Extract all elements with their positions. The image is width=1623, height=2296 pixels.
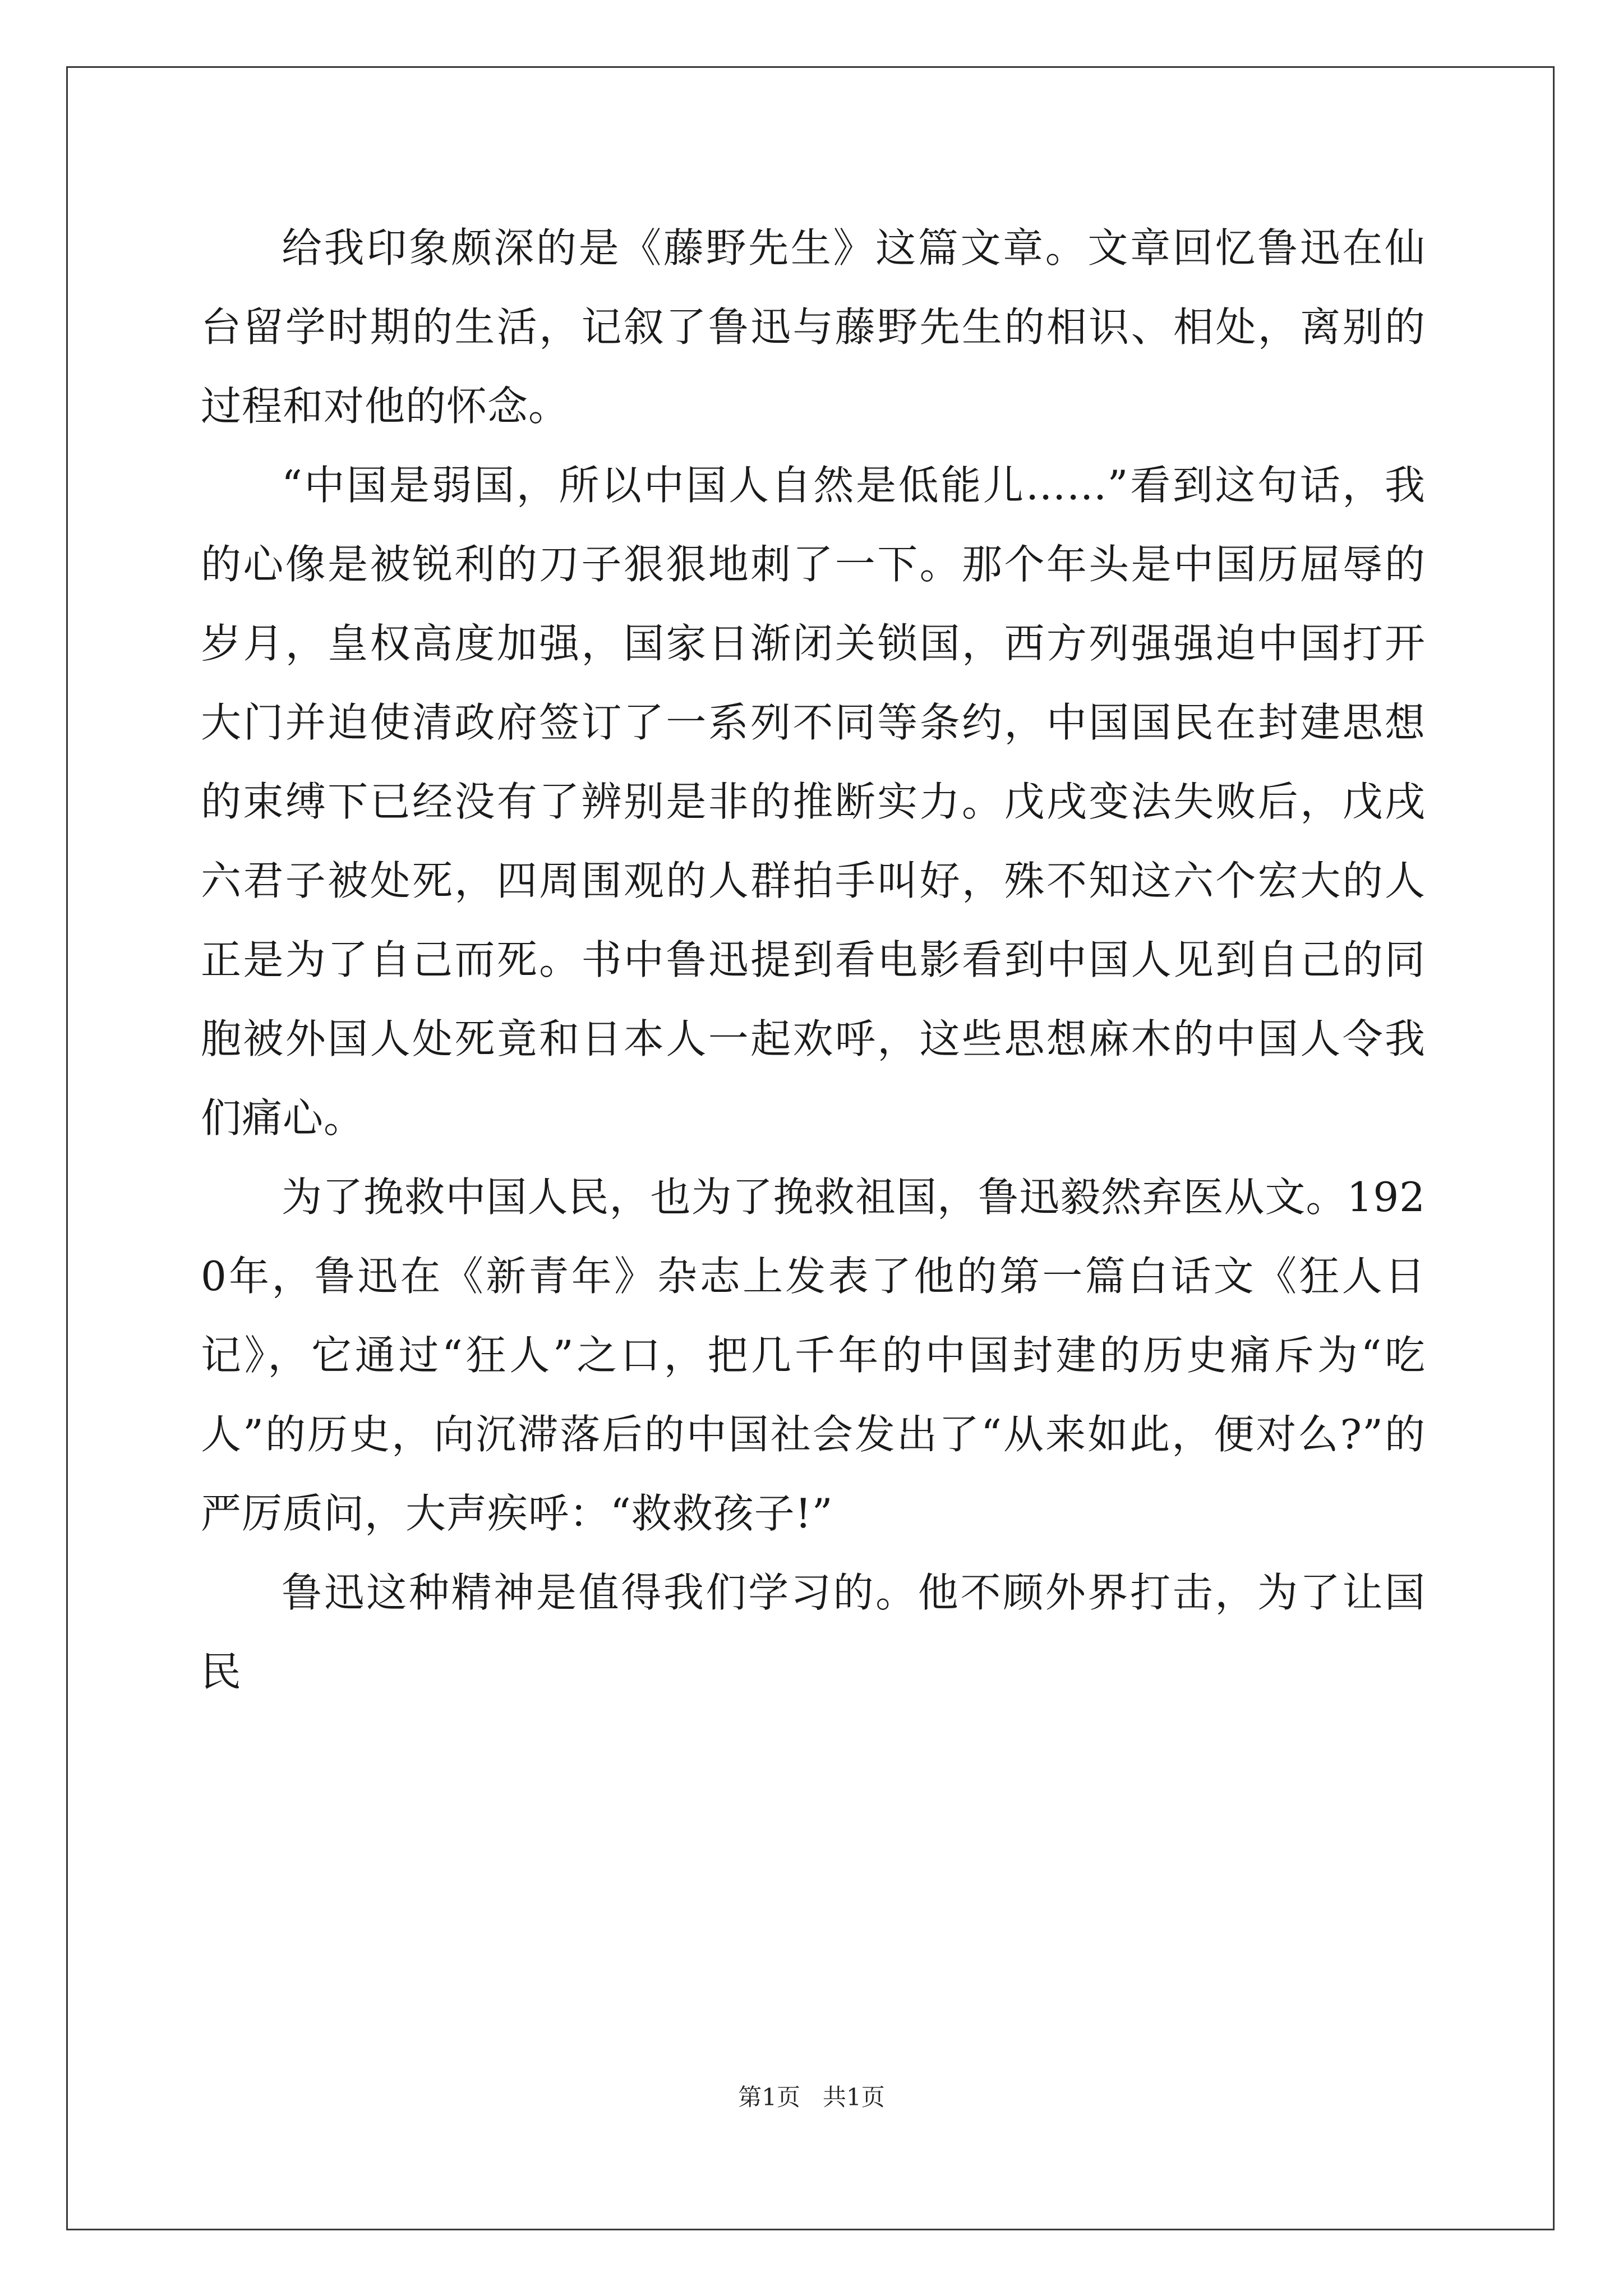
footer-spacer bbox=[800, 2083, 823, 2111]
paragraph-2: “中国是弱国，所以中国人自然是低能儿……”看到这句话，我的心像是被锐利的刀子狠狠地刺了一下。那个年头是中国历屈辱的岁月，皇权高度加强，国家日渐闭关锁国，西方列强强迫中国打开大门并迫使清政府签订了一系列不同等条约，中国国民在封建思想的束缚下已经没有了辨别是非的推断实力。戊戌变法失败后，戊戌六君子被处死，四周围观的人群拍手叫好，殊不知这六个宏大的人正是为了自己而死。书中鲁迅提到看电影看到中国人见到自己的同胞被外国人处死竟和日本人一起欢呼，这些思想麻木的中国人令我们痛心。 bbox=[201, 462, 1426, 1142]
paragraph-3: 为了挽救中国人民，也为了挽救祖国，鲁迅毅然弃医从文。1920年，鲁迅在《新青年》杂志上发表了他的第一篇白话文《狂人日记》，它通过“狂人”之口，把几千年的中国封建的历史痛斥为“吃人”的历史，向沉滞落后的中国社会发出了“从来如此，便对么?”的严厉质问，大声疾呼：“救救孩子!” bbox=[201, 1174, 1426, 1537]
total-pages-label: 共1页 bbox=[823, 2083, 885, 2111]
page-footer bbox=[0, 2083, 1623, 2111]
paragraph-4: 鲁迅这种精神是值得我们学习的。他不顾外界打击，为了让国民 bbox=[201, 1569, 1426, 1695]
current-page-label: 第1页 bbox=[738, 2083, 800, 2111]
paragraph-1: 给我印象颇深的是《藤野先生》这篇文章。文章回忆鲁迅在仙台留学时期的生活，记叙了鲁迅与藤野先生的相识、相处，离别的过程和对他的怀念。 bbox=[201, 224, 1426, 430]
document-body bbox=[201, 209, 1426, 1711]
